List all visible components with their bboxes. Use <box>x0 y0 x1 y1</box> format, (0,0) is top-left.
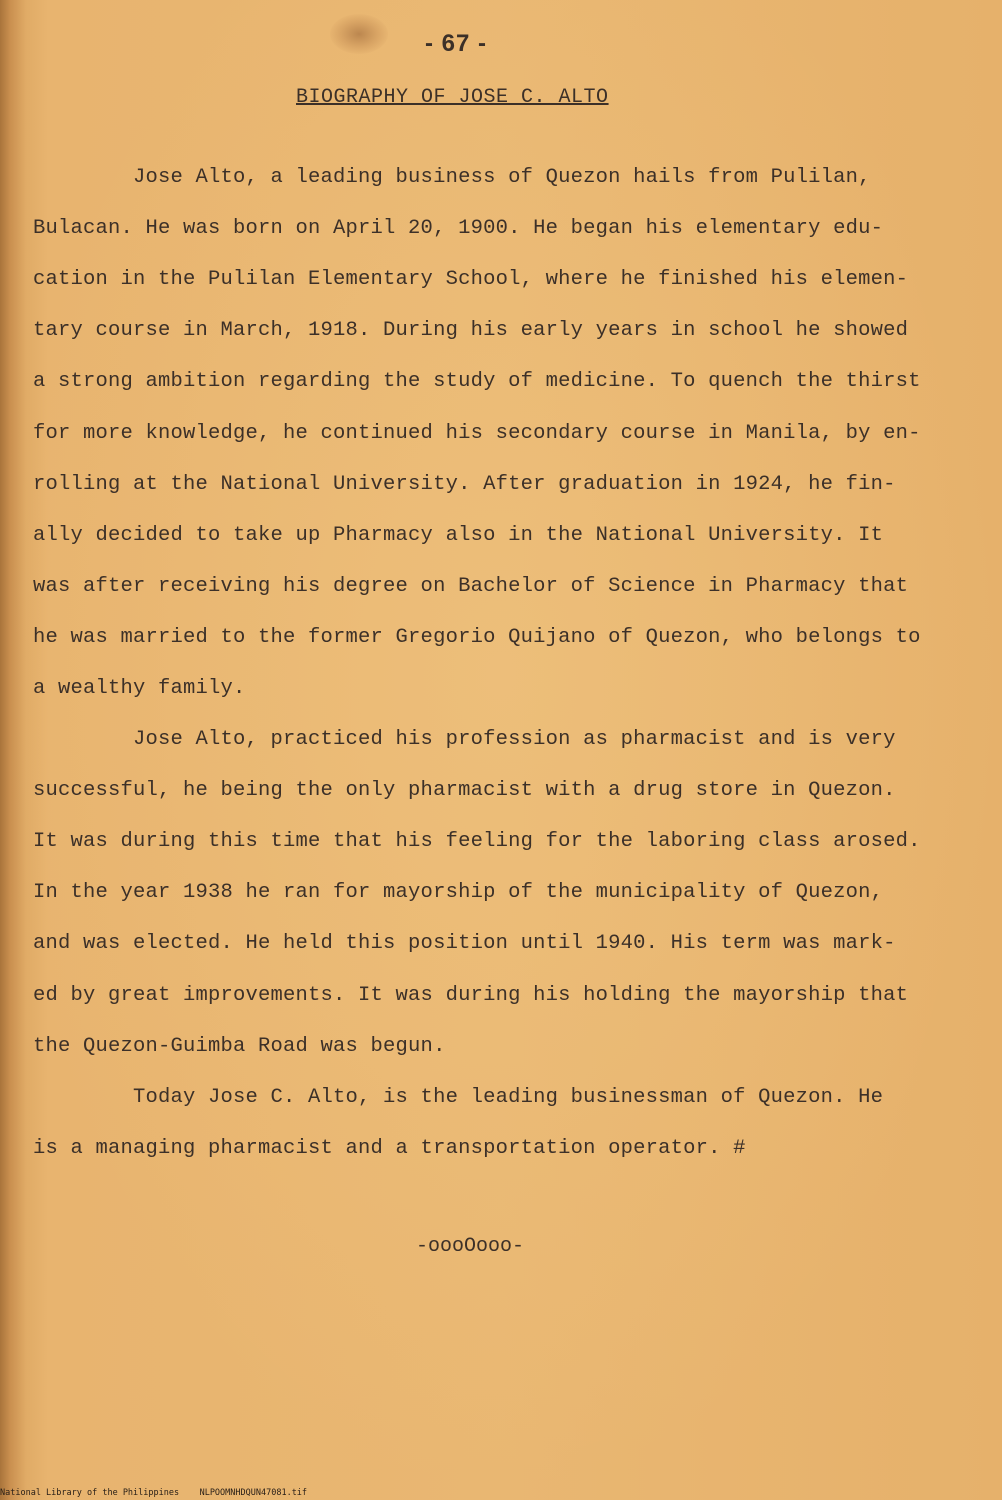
page-number: - 67 - <box>424 30 487 57</box>
paragraph-1-line-11: a wealthy family. <box>33 677 246 700</box>
paragraph-1-line-5: a strong ambition regarding the study of medicine. To quench the thirst <box>33 370 921 393</box>
paragraph-1-line-6: for more knowledge, he continued his secondary course in Manila, by en- <box>33 422 921 445</box>
paragraph-1-line-8: ally decided to take up Pharmacy also in the National University. It <box>33 524 884 547</box>
document-title: BIOGRAPHY OF JOSE C. ALTO <box>296 86 609 109</box>
paragraph-2-line-6: ed by great improvements. It was during his holding the mayorship that <box>33 984 909 1007</box>
paragraph-2-line-4: In the year 1938 he ran for mayorship of the municipality of Quezon, <box>33 881 884 904</box>
paragraph-2-line-1: Jose Alto, practiced his profession as pharmacist and is very <box>33 728 896 751</box>
paragraph-1-line-7: rolling at the National University. After graduation in 1924, he fin- <box>33 473 896 496</box>
paragraph-2-line-2: successful, he being the only pharmacist with a drug store in Quezon. <box>33 779 896 802</box>
paragraph-1-line-9: was after receiving his degree on Bachelor of Science in Pharmacy that <box>33 575 909 598</box>
paragraph-1-line-4: tary course in March, 1918. During his early years in school he showed <box>33 319 909 342</box>
paragraph-3-line-1: Today Jose C. Alto, is the leading businessman of Quezon. He <box>33 1086 884 1109</box>
paragraph-1-line-3: cation in the Pulilan Elementary School, where he finished his elemen- <box>33 268 909 291</box>
paragraph-1-line-1: Jose Alto, a leading business of Quezon hails from Pulilan, <box>33 166 871 189</box>
paragraph-2-line-5: and was elected. He held this position until 1940. His term was mark- <box>33 932 896 955</box>
paragraph-2-line-7: the Quezon-Guimba Road was begun. <box>33 1035 446 1058</box>
paragraph-3-line-2: is a managing pharmacist and a transportation operator. # <box>33 1137 746 1160</box>
paragraph-1-line-2: Bulacan. He was born on April 20, 1900. He began his elementary edu- <box>33 217 884 240</box>
paragraph-2-line-3: It was during this time that his feeling for the laboring class arosed. <box>33 830 921 853</box>
paragraph-1-line-10: he was married to the former Gregorio Quijano of Quezon, who belongs to <box>33 626 921 649</box>
archive-footer: National Library of the Philippines NLPOOMNHDQUN47081.tif <box>0 1488 308 1498</box>
closing-mark: -oooOooo- <box>415 1235 525 1258</box>
